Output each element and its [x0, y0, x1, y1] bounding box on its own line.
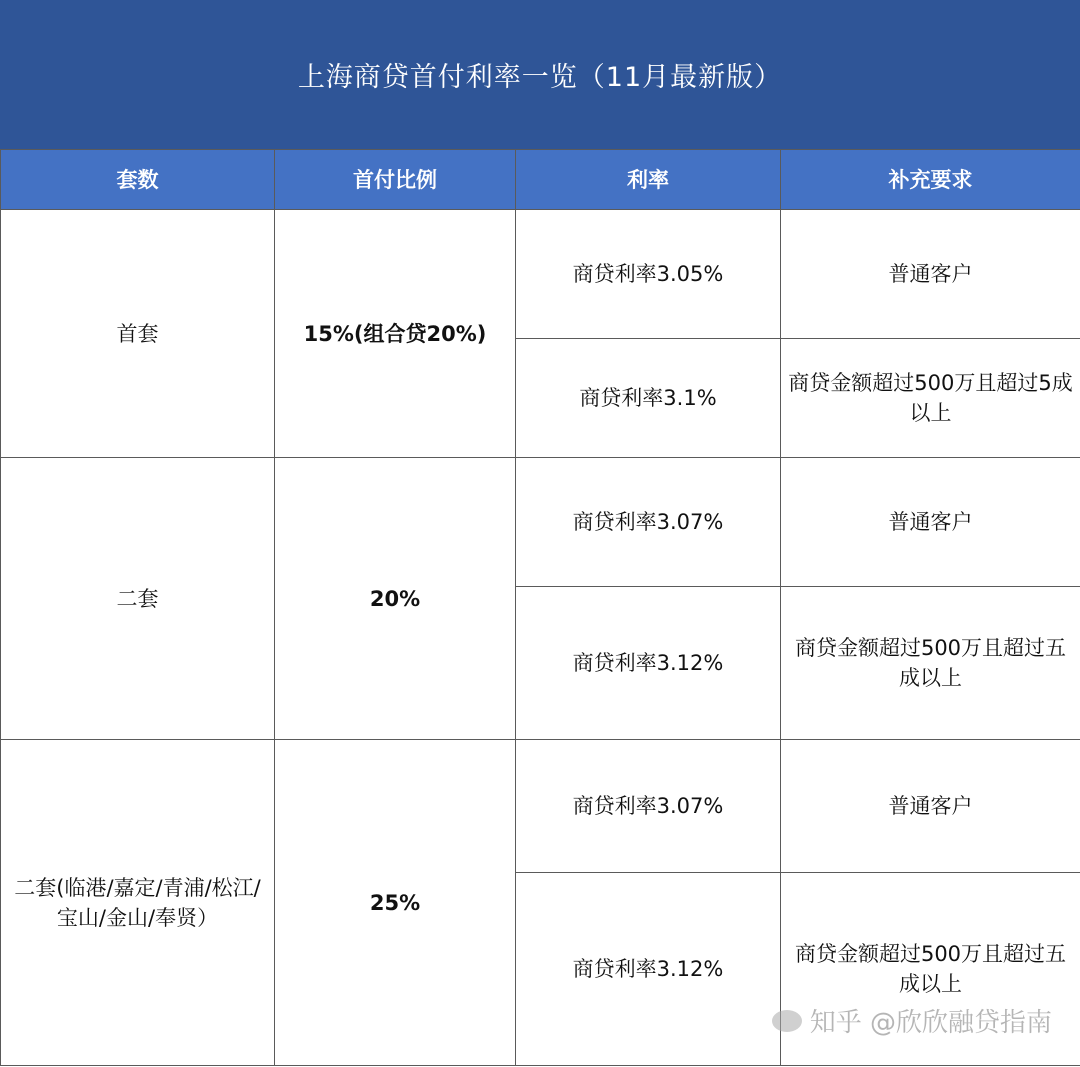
rate-cell: 商贷利率3.1%	[516, 339, 781, 458]
page-title: 上海商贷首付利率一览（11月最新版）	[0, 0, 1080, 149]
down-payment-cell: 15%(组合贷20%)	[275, 210, 516, 458]
rate-cell: 商贷利率3.05%	[516, 210, 781, 339]
table-row	[1, 210, 1080, 339]
rate-cell: 商贷利率3.07%	[516, 458, 781, 587]
requirement-cell: 商贷金额超过500万且超过5成以上	[781, 339, 1080, 458]
rate-cell: 商贷利率3.12%	[516, 873, 781, 1066]
column-header-down-payment: 首付比例	[275, 150, 516, 210]
header-row	[1, 150, 1080, 210]
down-payment-cell: 20%	[275, 458, 516, 740]
type-cell: 二套	[1, 458, 275, 740]
requirement-cell: 商贷金额超过500万且超过五成以上	[781, 873, 1080, 1066]
table-row	[1, 740, 1080, 873]
type-cell: 二套(临港/嘉定/青浦/松江/宝山/金山/奉贤）	[1, 740, 275, 1066]
rate-cell: 商贷利率3.07%	[516, 740, 781, 873]
requirement-cell: 商贷金额超过500万且超过五成以上	[781, 587, 1080, 740]
column-header-rate: 利率	[516, 150, 781, 210]
rate-table	[0, 149, 1080, 1066]
zhihu-logo-icon	[772, 1010, 802, 1032]
column-header-type: 套数	[1, 150, 275, 210]
type-cell: 首套	[1, 210, 275, 458]
requirement-cell: 普通客户	[781, 210, 1080, 339]
rate-cell: 商贷利率3.12%	[516, 587, 781, 740]
column-header-requirement: 补充要求	[781, 150, 1080, 210]
requirement-cell: 普通客户	[781, 458, 1080, 587]
table-row	[1, 458, 1080, 587]
watermark	[772, 1002, 1052, 1039]
requirement-cell: 普通客户	[781, 740, 1080, 873]
watermark-text: 知乎 @欣欣融贷指南	[809, 1008, 1052, 1038]
down-payment-cell: 25%	[275, 740, 516, 1066]
